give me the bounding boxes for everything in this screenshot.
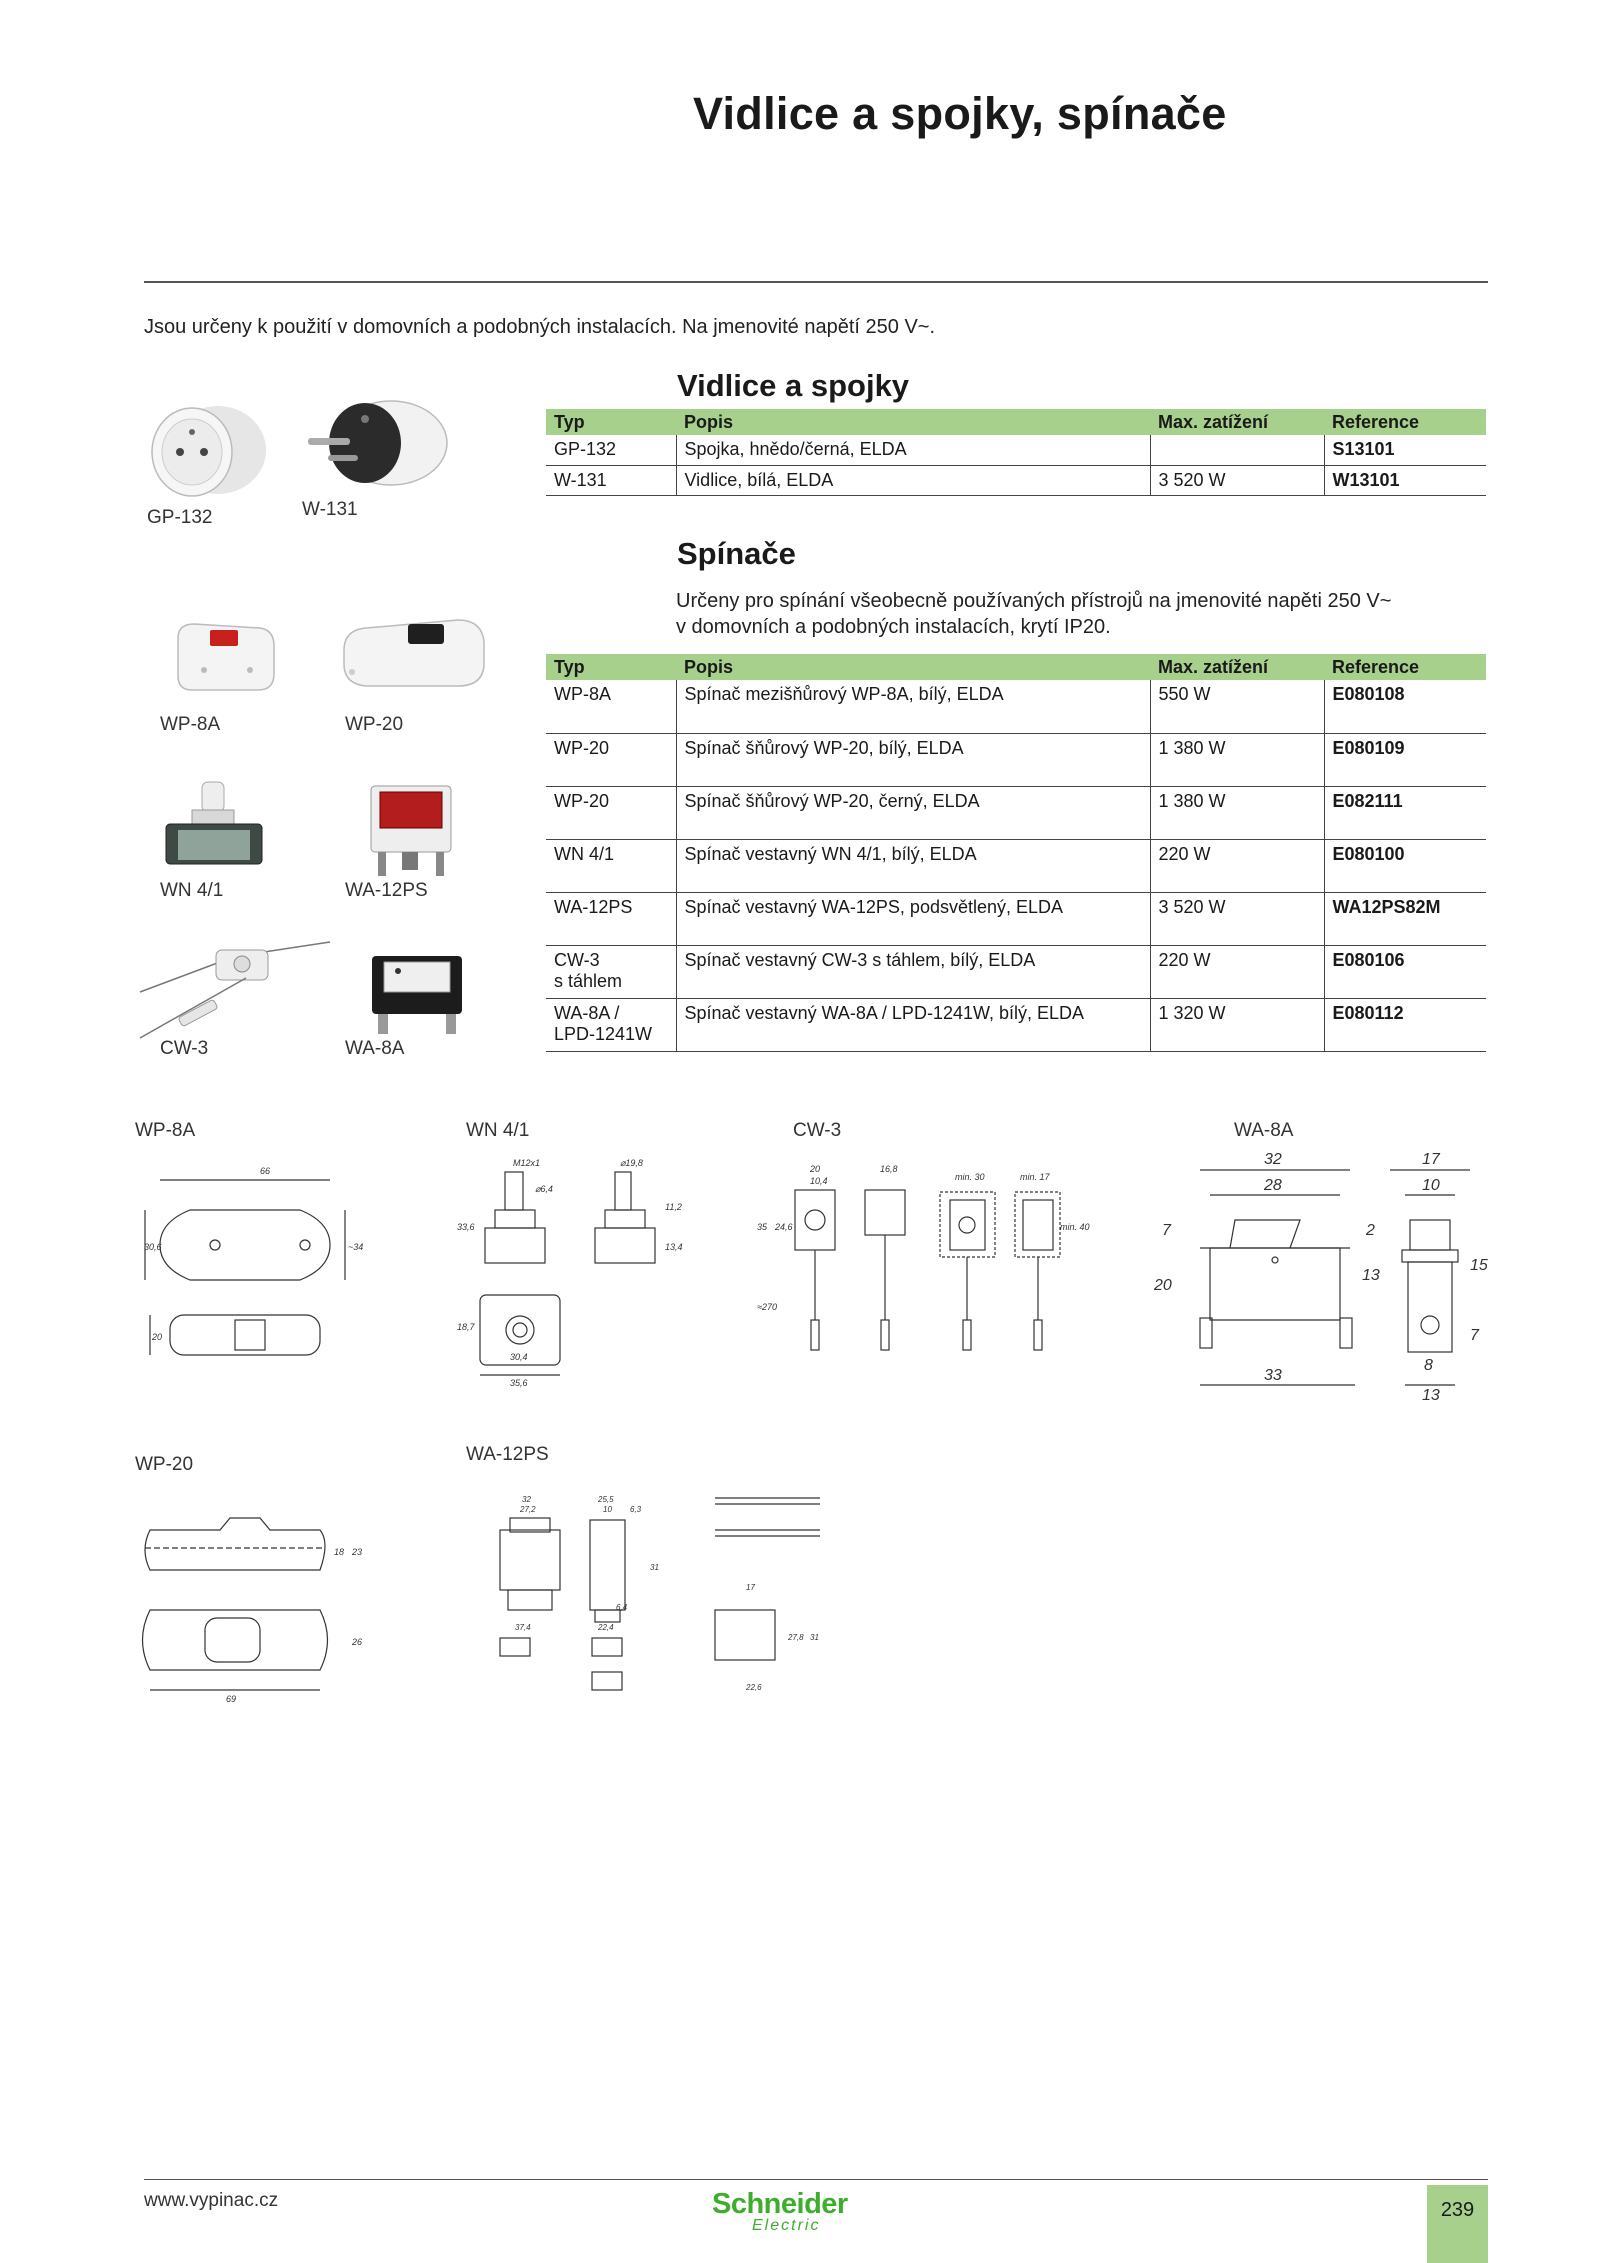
drawing-wp8a — [140, 1150, 380, 1380]
table-header-row — [546, 409, 1486, 435]
cell-popis: Spínač šňůrový WP-20, bílý, ELDA — [676, 733, 1150, 786]
dim-label: 30,4 — [510, 1352, 528, 1362]
dim-label: ⌀6,4 — [535, 1184, 553, 1194]
drawing-wa12ps — [470, 1470, 870, 1710]
dim-label: 20 — [1154, 1277, 1172, 1294]
table-row — [546, 465, 1486, 495]
dim-label: 25,5 — [598, 1495, 614, 1504]
spinace-desc-line2: v domovních a podobných instalacích, krytí IP20. — [676, 616, 1111, 638]
dim-label: 26 — [352, 1637, 363, 1647]
dim-label: ⌀19,8 — [620, 1158, 643, 1168]
spinace-table — [546, 654, 1486, 1052]
cell-reference: W13101 — [1324, 465, 1486, 495]
drawing-wa12ps-label: WA-12PS — [466, 1444, 549, 1465]
dim-label: 17 — [1422, 1151, 1440, 1168]
table-row — [546, 945, 1486, 998]
cell-zatizeni: 1 380 W — [1150, 786, 1324, 839]
dim-label: 69 — [226, 1694, 237, 1704]
cell-typ-line1: WA-8A / — [554, 1002, 620, 1023]
cell-popis: Spínač vestavný WA-8A / LPD-1241W, bílý, ELDA — [676, 998, 1150, 1051]
dim-label: ~34 — [348, 1242, 364, 1252]
dim-label: 10 — [603, 1505, 612, 1514]
gp132-label: GP-132 — [147, 507, 213, 528]
dim-label: 13 — [1362, 1267, 1380, 1284]
table-header-row — [546, 654, 1486, 680]
gp132-photo — [140, 400, 280, 510]
w131-photo — [303, 395, 463, 505]
header-divider — [144, 281, 1488, 283]
page-number: 239 — [1427, 2185, 1488, 2263]
dim-label: 23 — [352, 1547, 363, 1557]
table-row — [546, 680, 1486, 733]
dim-label: 15 — [1470, 1257, 1488, 1274]
dim-label: 7 — [1162, 1222, 1171, 1239]
w131-label: W-131 — [302, 499, 358, 520]
dim-label: 24,6 — [775, 1222, 793, 1232]
cell-popis: Spínač vestavný WN 4/1, bílý, ELDA — [676, 839, 1150, 892]
drawing-wn41 — [455, 1150, 695, 1390]
cell-typ-line1: CW-3 — [554, 949, 600, 970]
drawing-wa8a-label: WA-8A — [1234, 1120, 1294, 1141]
col-popis: Popis — [676, 409, 1150, 435]
wa8a-photo — [362, 940, 472, 1040]
wa8a-label: WA-8A — [345, 1038, 405, 1059]
drawing-wn41-label: WN 4/1 — [466, 1120, 530, 1141]
cell-typ: WP-20 — [546, 786, 676, 839]
cell-popis: Spojka, hnědo/černá, ELDA — [676, 435, 1150, 465]
wp20-label: WP-20 — [345, 714, 404, 735]
dim-label: min. 30 — [955, 1172, 985, 1182]
dim-label: 33,6 — [457, 1222, 475, 1232]
cell-zatizeni: 220 W — [1150, 945, 1324, 998]
cell-zatizeni: 3 520 W — [1150, 465, 1324, 495]
footer-url[interactable]: www.vypinac.cz — [144, 2190, 279, 2211]
cell-typ: GP-132 — [546, 435, 676, 465]
cell-zatizeni: 220 W — [1150, 839, 1324, 892]
cell-typ-line2: LPD-1241W — [554, 1023, 653, 1044]
dim-label: 35,6 — [510, 1378, 528, 1388]
dim-label: 13,4 — [665, 1242, 683, 1252]
table-row — [546, 435, 1486, 465]
logo-sub-text: Electric — [752, 2217, 821, 2234]
intro-text: Jsou určeny k použití v domovních a podobných instalacích. Na jmenovité napětí 250 V~. — [144, 316, 936, 338]
dim-label: 31 — [810, 1633, 819, 1642]
wn41-photo — [160, 778, 270, 878]
cell-reference: E080109 — [1324, 733, 1486, 786]
table-row — [546, 892, 1486, 945]
dim-label: 30,6 — [144, 1242, 162, 1252]
wa12ps-label: WA-12PS — [345, 880, 428, 901]
dim-label: 35 — [757, 1222, 768, 1232]
cw3-label: CW-3 — [160, 1038, 209, 1059]
cell-typ-line2: s táhlem — [554, 970, 623, 991]
dim-label: 7 — [1470, 1327, 1479, 1344]
cell-reference: E080106 — [1324, 945, 1486, 998]
col-typ: Typ — [546, 409, 676, 435]
cw3-photo — [136, 938, 336, 1048]
dim-label: 66 — [260, 1166, 271, 1176]
drawing-wp8a-label: WP-8A — [135, 1120, 196, 1141]
page-title: Vidlice a spojky, spínače — [693, 88, 1227, 139]
cell-typ — [546, 945, 676, 998]
cell-typ: WP-20 — [546, 733, 676, 786]
spinace-description — [676, 588, 1486, 640]
dim-label: min. 40 — [1060, 1222, 1090, 1232]
dim-label: 18 — [334, 1547, 345, 1557]
col-typ: Typ — [546, 654, 676, 680]
cell-popis: Vidlice, bílá, ELDA — [676, 465, 1150, 495]
dim-label: M12x1 — [513, 1158, 541, 1168]
dim-label: 20 — [152, 1332, 163, 1342]
cell-typ: WN 4/1 — [546, 839, 676, 892]
dim-label: 27,8 — [788, 1633, 804, 1642]
wn41-label: WN 4/1 — [160, 880, 224, 901]
cell-typ — [546, 998, 676, 1051]
cell-popis: Spínač vestavný WA-12PS, podsvětlený, ELDA — [676, 892, 1150, 945]
dim-label: 10,4 — [810, 1176, 828, 1186]
dim-label: 17 — [746, 1583, 755, 1592]
drawing-cw3-label: CW-3 — [793, 1120, 842, 1141]
dim-label: 8 — [1424, 1357, 1433, 1374]
table-row — [546, 839, 1486, 892]
drawing-cw3 — [755, 1150, 1090, 1370]
cell-reference: E080108 — [1324, 680, 1486, 733]
cell-zatizeni: 1 320 W — [1150, 998, 1324, 1051]
cell-reference: S13101 — [1324, 435, 1486, 465]
cell-reference: E080112 — [1324, 998, 1486, 1051]
dim-label: 22,6 — [746, 1683, 762, 1692]
table-row — [546, 786, 1486, 839]
dim-label: 13 — [1422, 1387, 1440, 1404]
cell-reference: WA12PS82M — [1324, 892, 1486, 945]
dim-label: 27,2 — [520, 1505, 536, 1514]
cell-typ: W-131 — [546, 465, 676, 495]
table-row — [546, 998, 1486, 1051]
section-title-vidlice: Vidlice a spojky — [677, 368, 910, 403]
drawing-wp20 — [130, 1490, 390, 1710]
dim-label: 10 — [1422, 1177, 1440, 1194]
col-reference: Reference — [1324, 409, 1486, 435]
dim-label: 20 — [810, 1164, 821, 1174]
cell-zatizeni: 1 380 W — [1150, 733, 1324, 786]
vidlice-table — [546, 409, 1486, 496]
dim-label: 22,4 — [598, 1623, 614, 1632]
dim-label: 2 — [1366, 1222, 1375, 1239]
col-zatizeni: Max. zatížení — [1150, 654, 1324, 680]
schneider-electric-logo — [712, 2188, 862, 2236]
table-row — [546, 733, 1486, 786]
col-zatizeni: Max. zatížení — [1150, 409, 1324, 435]
dim-label: 33 — [1264, 1367, 1282, 1384]
dim-label: 32 — [522, 1495, 531, 1504]
dim-label: 6,3 — [630, 1505, 642, 1514]
cell-typ: WP-8A — [546, 680, 676, 733]
dim-label: 31 — [650, 1563, 659, 1572]
wp8a-label: WP-8A — [160, 714, 221, 735]
dim-label: 32 — [1264, 1151, 1282, 1168]
cell-typ: WA-12PS — [546, 892, 676, 945]
dim-label: 11,2 — [665, 1202, 682, 1212]
dim-label: min. 17 — [1020, 1172, 1050, 1182]
dim-label: 37,4 — [515, 1623, 531, 1632]
drawing-wp20-label: WP-20 — [135, 1454, 194, 1475]
wa12ps-photo — [366, 776, 456, 886]
cell-zatizeni: 550 W — [1150, 680, 1324, 733]
col-popis: Popis — [676, 654, 1150, 680]
dim-label: ≈270 — [757, 1302, 777, 1312]
logo-main-text: Schneider — [712, 2188, 848, 2220]
dim-label: 16,8 — [880, 1164, 898, 1174]
footer-divider — [144, 2179, 1488, 2180]
section-title-spinace: Spínače — [677, 536, 796, 571]
cell-reference: E080100 — [1324, 839, 1486, 892]
col-reference: Reference — [1324, 654, 1486, 680]
dim-label: 6,4 — [616, 1603, 628, 1612]
cell-zatizeni — [1150, 435, 1324, 465]
cell-reference: E082111 — [1324, 786, 1486, 839]
drawing-wa8a — [1140, 1140, 1500, 1410]
dim-label: 28 — [1264, 1177, 1282, 1194]
wp20-photo — [338, 612, 488, 692]
cell-popis: Spínač vestavný CW-3 s táhlem, bílý, ELDA — [676, 945, 1150, 998]
cell-popis: Spínač šňůrový WP-20, černý, ELDA — [676, 786, 1150, 839]
wp8a-photo — [170, 618, 280, 698]
dim-label: 18,7 — [457, 1322, 475, 1332]
cell-popis: Spínač mezišňůrový WP-8A, bílý, ELDA — [676, 680, 1150, 733]
spinace-desc-line1: Určeny pro spínání všeobecně používaných přístrojů na jmenovité napěti 250 V~ — [676, 590, 1392, 612]
cell-zatizeni: 3 520 W — [1150, 892, 1324, 945]
